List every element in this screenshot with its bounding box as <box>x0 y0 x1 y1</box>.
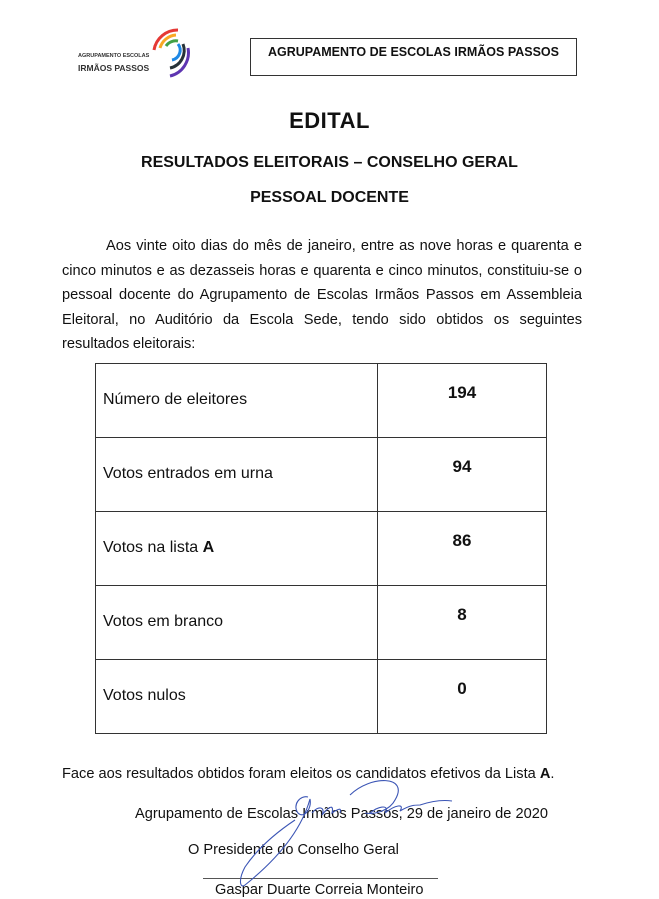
conclusion-prefix: Face aos resultados obtidos foram eleitos os candidatos efetivos da Lista <box>62 765 540 782</box>
row-label: Votos em branco <box>96 585 378 659</box>
subtitle-results: RESULTADOS ELEITORAIS – CONSELHO GERAL <box>141 154 518 171</box>
table-row <box>96 437 547 511</box>
subtitle-staff: PESSOAL DOCENTE <box>250 189 409 206</box>
intro-paragraph: Aos vinte oito dias do mês de janeiro, entre as nove horas e quarenta e cinco minutos e as dezasseis horas e quarenta e cinco minutos, constituiu-se o pessoal docente do Agrupamento de Escolas Irmãos Passos em Assembleia Eleitoral, no Auditório da Escola Sede, tendo sido obtidos os seguintes resultados eleitorais: <box>62 238 582 353</box>
table-row <box>96 511 547 585</box>
list-letter: A <box>202 539 215 557</box>
row-value: 94 <box>378 437 547 511</box>
conclusion-suffix: . <box>550 765 555 782</box>
table-row <box>96 363 547 437</box>
signatory-name: Gaspar Duarte Correia Monteiro <box>215 881 424 898</box>
row-label: Número de eleitores <box>96 363 378 437</box>
row-label-text: Votos na lista <box>103 539 203 557</box>
place-date: Agrupamento de Escolas Irmãos Passos, 29 de janeiro de 2020 <box>135 805 548 822</box>
row-value: 194 <box>378 363 547 437</box>
table-row <box>96 585 547 659</box>
row-label: Votos nulos <box>96 659 378 733</box>
row-value: 86 <box>378 511 547 585</box>
row-value: 0 <box>378 659 547 733</box>
header-box: AGRUPAMENTO DE ESCOLAS IRMÃOS PASSOS <box>250 38 577 76</box>
row-label <box>96 511 378 585</box>
row-label: Votos entrados em urna <box>96 437 378 511</box>
handwritten-signature-icon <box>200 775 470 890</box>
logo-text-line1: AGRUPAMENTO ESCOLAS <box>78 53 150 59</box>
table-row <box>96 659 547 733</box>
document-title: EDITAL <box>289 108 370 133</box>
logo-text-line2: IRMÃOS PASSOS <box>78 63 150 73</box>
row-value: 8 <box>378 585 547 659</box>
signatory-role: O Presidente do Conselho Geral <box>188 841 399 858</box>
school-logo <box>70 22 190 80</box>
results-table <box>95 363 547 734</box>
conclusion-list: A <box>539 765 551 782</box>
